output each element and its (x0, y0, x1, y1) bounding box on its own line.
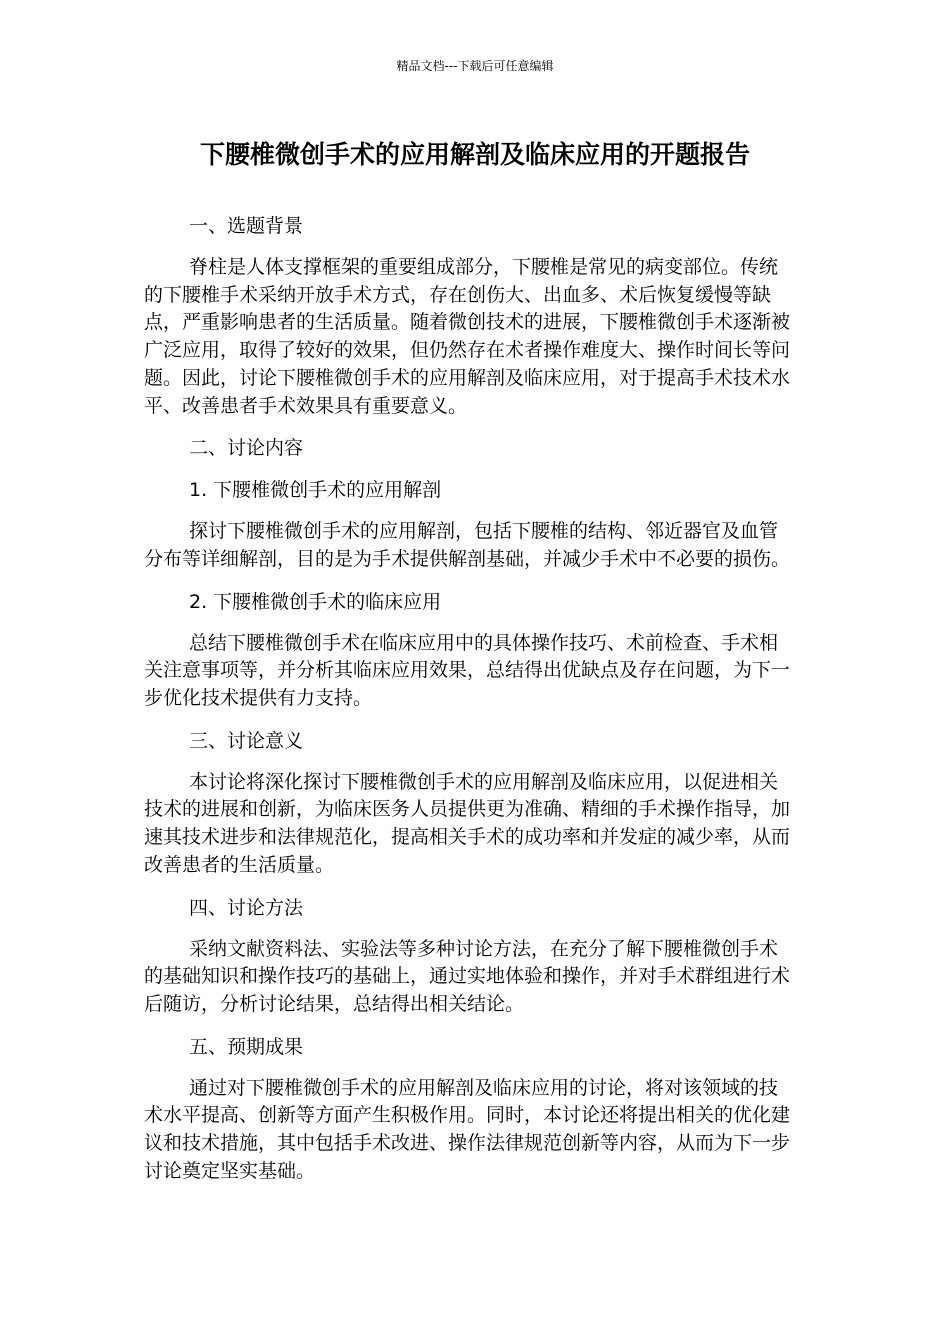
document-body (144, 212, 792, 1199)
section-paragraph-significance: 本讨论将深化探讨下腰椎微创手术的应用解剖及临床应用，以促进相关技术的进展和创新，为临床医务人员提供更为准确、精细的手术操作指导，加速其技术进步和法律规范化，提高相关手术的成功率和并发症的减少率，从而改善患者的生活质量。 (144, 770, 791, 876)
section-paragraph-methods: 采纳文献资料法、实验法等多种讨论方法，在充分了解下腰椎微创手术的基础知识和操作技巧的基础上，通过实地体验和操作，并对手术群组进行术后随访，分析讨论结果，总结得出相关结论。 (144, 937, 791, 1015)
section-heading-expected-results: 五、预期成果 (189, 1035, 304, 1058)
section-heading-content: 二、讨论内容 (189, 437, 304, 460)
document-title: 下腰椎微创手术的应用解剖及临床应用的开题报告 (199, 140, 750, 169)
subsection-heading-anatomy: 1. 下腰椎微创手术的应用解剖 (189, 479, 442, 502)
subsection-paragraph-clinical: 总结下腰椎微创手术在临床应用中的具体操作技巧、术前检查、手术相关注意事项等，并分析其临床应用效果，总结得出优缺点及存在问题，为下一步优化技术提供有力支持。 (144, 631, 791, 710)
subsection-heading-clinical: 2. 下腰椎微创手术的临床应用 (189, 590, 442, 613)
section-heading-significance: 三、讨论意义 (189, 729, 304, 752)
section-paragraph-background: 脊柱是人体支撑框架的重要组成部分，下腰椎是常见的病变部位。传统的下腰椎手术采纳开放手术方式，存在创伤大、出血多、术后恢复缓慢等缺点，严重影响患者的生活质量。随着微创技术的进展，下腰椎微创手术逐渐被广泛应用，取得了较好的效果，但仍然存在术者操作难度大、操作时间长等问题。因此，讨论下腰椎微创手术的应用解剖及临床应用，对于提高手术技术水平、改善患者手术效果具有重要意义。 (144, 256, 791, 417)
section-heading-background: 一、选题背景 (189, 215, 304, 237)
subsection-paragraph-anatomy: 探讨下腰椎微创手术的应用解剖，包括下腰椎的结构、邻近器官及血管分布等详细解剖，目的是为手术提供解剖基础，并减少手术中不必要的损伤。 (144, 520, 791, 570)
section-heading-methods: 四、讨论方法 (189, 896, 304, 919)
page-header: 精品文档---下载后可任意编辑 (396, 59, 554, 73)
section-paragraph-expected-results: 通过对下腰椎微创手术的应用解剖及临床应用的讨论，将对该领域的技术水平提高、创新等方面产生积极作用。同时，本讨论还将提出相关的优化建议和技术措施，其中包括手术改进、操作法律规范创新等内容，从而为下一步讨论奠定坚实基础。 (144, 1076, 791, 1182)
